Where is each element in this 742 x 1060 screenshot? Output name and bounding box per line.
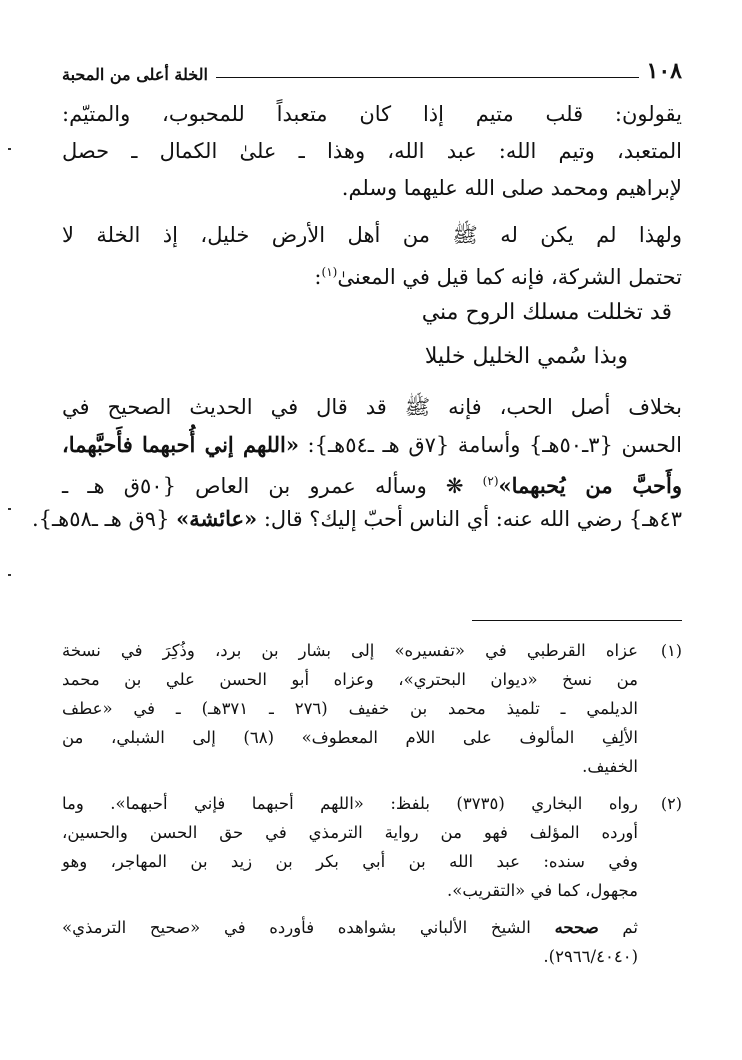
text-span: : [314, 265, 322, 289]
text-span: ثم [598, 918, 638, 937]
footnote-line: من نسخ «ديوان البحتري»، وعزاه أبو الحسن علي بن محمد [62, 670, 638, 689]
footnotes [62, 636, 682, 971]
text-span: الشيخ الألباني بشواهده فأورده في «صحيح الترمذي» [62, 918, 555, 937]
footnote-line: مجهول، كما في «التقريب». [447, 881, 638, 900]
text-line: المتعبد، وتيم الله: عبد الله، وهذا ـ علىٰ الكمال ـ حصل [62, 139, 682, 163]
footnote-number: (٢) [660, 794, 682, 813]
footnote-ref: (٢) [482, 474, 499, 488]
text-span: ❋ وسأله عمرو بن العاص {٥٠ق هـ ـ [62, 474, 483, 498]
text-line: ولهذا لم يكن له ﷺ من أهل الأرض خليل، إذ الخلة لا [62, 223, 682, 247]
header-rule [216, 77, 639, 78]
hadith-quote: وأَحبَّ من يُحبهما» [498, 473, 682, 498]
footnote-separator [472, 620, 682, 621]
footnote-ref: (١) [321, 265, 338, 279]
footnote [62, 789, 682, 905]
footnote-continuation [62, 913, 638, 971]
main-text [31, 96, 682, 537]
margin-mark [8, 574, 11, 576]
page-header [62, 54, 682, 84]
text-line [62, 254, 682, 291]
verse-line: وبذا سُمي الخليل خليلا [424, 344, 628, 369]
footnote-body [62, 789, 638, 905]
footnote-line: (٢٩٦٦/٤٠٤٠). [543, 947, 638, 966]
footnote-line: رواه البخاري (٣٧٣٥) بلفظ: «اللهم أحبهما فإني أحبهما». وما [62, 794, 638, 813]
footnote-line [62, 913, 638, 942]
margin-mark [8, 508, 11, 510]
text-line [62, 426, 682, 463]
text-line: لإبراهيم ومحمد صلى الله عليهما وسلم. [341, 176, 682, 200]
hadith-quote: «عائشة» [176, 506, 258, 531]
footnote-line: الألِفِ المألوف على اللام المعطوف» (٦٨) إلى الشبلي، من [62, 728, 638, 747]
running-title: الخلة أعلى من المحبة [62, 65, 208, 84]
text-span: ٤٣هـ} رضي الله عنه: أي الناس أحبّ إليك؟ قال: [257, 507, 682, 531]
footnote-line: وفي سنده: عبد الله بن أبي بكر بن زيد بن المهاجر، وهو [62, 852, 638, 871]
text-span: تحتمل الشركة، فإنه كما قيل في المعنىٰ [337, 265, 682, 289]
text-line: يقولون: قلب متيم إذا كان متعبداً للمحبوب، والمتيّم: [62, 102, 682, 126]
footnote [62, 636, 682, 781]
footnote-number: (١) [660, 641, 682, 660]
footnote-line: أورده المؤلف فهو من رواية الترمذي في حق الحسن والحسين، [62, 823, 638, 842]
margin-mark [8, 148, 11, 150]
emphasis: صححه [554, 918, 599, 937]
text-span: {٩ق هـ ـ٥٨هـ}. [31, 507, 177, 531]
footnote-line: الديلمي ـ تلميذ محمد بن خفيف (٢٧٦ ـ ٣٧١هـ) ـ في «عطف [62, 699, 638, 718]
verse-line: قد تخللت مسلك الروح مني [421, 300, 672, 325]
text-line [31, 500, 682, 537]
text-line [62, 463, 682, 500]
hadith-quote: «اللهم إني أُحبهما فأَحبَّهما، [62, 432, 299, 457]
text-line: بخلاف أصل الحب، فإنه ﷺ قد قال في الحديث الصحيح في [62, 395, 682, 419]
footnote-line: عزاه القرطبي في «تفسيره» إلى بشار بن برد، وذُكِرَ في نسخة [62, 641, 638, 660]
footnote-body [62, 636, 638, 781]
text-span: الحسن {٣ـ٥٠هـ} وأسامة {٧ق هـ ـ٥٤هـ}: [298, 433, 682, 457]
footnote-line: الخفيف. [582, 757, 638, 776]
book-page [31, 40, 682, 1050]
page-number: ١٠٨ [646, 58, 682, 84]
